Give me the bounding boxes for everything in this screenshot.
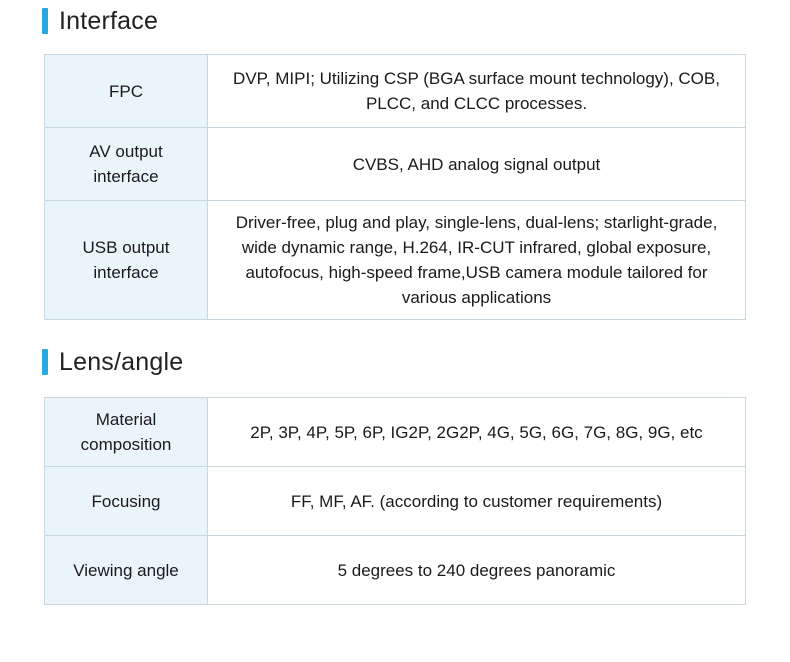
- row-value: 5 degrees to 240 degrees panoramic: [208, 536, 746, 605]
- table-row: [45, 128, 746, 201]
- section-title: Interface: [59, 7, 159, 35]
- table-row: [45, 55, 746, 128]
- row-label: AV output interface: [45, 128, 208, 201]
- row-value: 2P, 3P, 4P, 5P, 6P, IG2P, 2G2P, 4G, 5G, 6G, 7G, 8G, 9G, etc: [208, 398, 746, 467]
- section-title: Lens/angle: [59, 348, 184, 376]
- section-heading-lens-angle: [42, 320, 746, 376]
- accent-bar-icon: [42, 8, 48, 34]
- accent-bar-icon: [42, 349, 48, 375]
- row-value: DVP, MIPI; Utilizing CSP (BGA surface mount technology), COB, PLCC, and CLCC processes.: [208, 55, 746, 128]
- row-value: FF, MF, AF. (according to customer requirements): [208, 467, 746, 536]
- table-row: [45, 201, 746, 320]
- table-row: [45, 398, 746, 467]
- section-lens-angle: [44, 320, 746, 605]
- row-value: Driver-free, plug and play, single-lens, dual-lens; starlight-grade, wide dynamic range, H.264, IR-CUT infrared, global exposure, autofocus, high-speed frame,USB camera module tailored for various applications: [208, 201, 746, 320]
- row-label: USB output interface: [45, 201, 208, 320]
- lens-angle-spec-table: [44, 397, 746, 605]
- row-label: Material composition: [45, 398, 208, 467]
- row-label: Viewing angle: [45, 536, 208, 605]
- row-value: CVBS, AHD analog signal output: [208, 128, 746, 201]
- interface-spec-table: [44, 54, 746, 320]
- section-interface: [44, 0, 746, 320]
- row-label: FPC: [45, 55, 208, 128]
- section-heading-interface: [42, 0, 746, 35]
- table-row: [45, 536, 746, 605]
- row-label: Focusing: [45, 467, 208, 536]
- table-row: [45, 467, 746, 536]
